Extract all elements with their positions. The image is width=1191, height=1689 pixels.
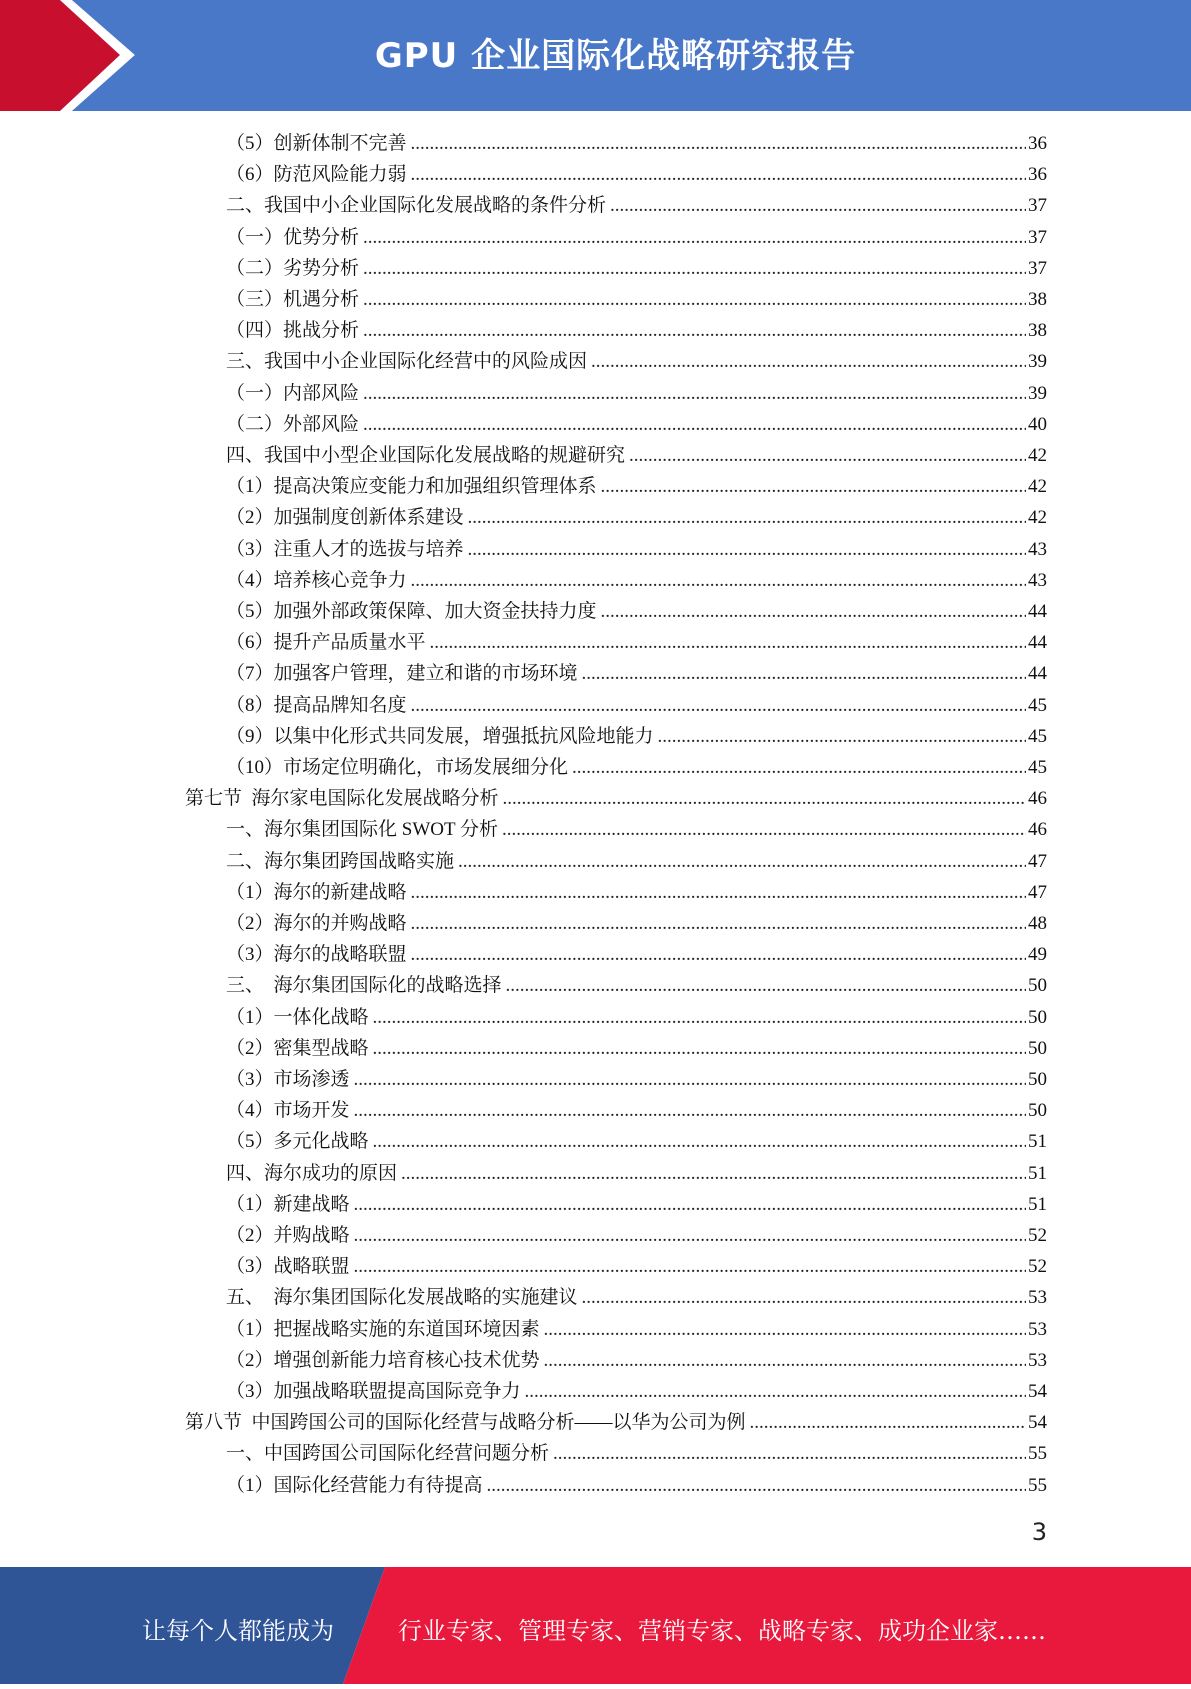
- toc-entry[interactable]: [226, 596, 1047, 627]
- toc-entry-page: 51: [1028, 1162, 1047, 1184]
- toc-entry-title: （1）把握战略实施的东道国环境因素: [226, 1318, 540, 1340]
- toc-leader-dots: [601, 471, 1026, 502]
- header-banner: [0, 0, 1191, 111]
- toc-entry-title: 第七节 海尔家电国际化发展战略分析: [185, 788, 499, 810]
- toc-leader-dots: [458, 846, 1026, 877]
- toc-entry-title: （3）战略联盟: [226, 1256, 350, 1278]
- toc-leader-dots: [658, 721, 1026, 752]
- toc-entry-title: （4）市场开发: [226, 1100, 350, 1122]
- toc-entry-page: 36: [1028, 164, 1047, 186]
- toc-entry-title: （10）市场定位明确化，市场发展细分化: [226, 757, 569, 778]
- toc-entry-title: （一）内部风险: [226, 382, 360, 404]
- toc-entry-page: 51: [1028, 1193, 1047, 1215]
- toc-entry[interactable]: [226, 1438, 1047, 1469]
- toc-entry-title: 四、我国中小型企业国际化发展战略的规避研究: [226, 445, 626, 466]
- toc-entry[interactable]: [226, 1376, 1047, 1407]
- toc-leader-dots: [354, 1095, 1026, 1126]
- toc-entry-page: 44: [1028, 632, 1047, 654]
- toc-leader-dots: [354, 1220, 1026, 1251]
- toc-leader-dots: [411, 908, 1026, 939]
- toc-entry[interactable]: [226, 1220, 1047, 1251]
- toc-entry-title: 一、中国跨国公司国际化经营问题分析: [226, 1443, 550, 1465]
- toc-entry-page: 42: [1028, 507, 1047, 529]
- toc-entry-page: 45: [1028, 694, 1047, 716]
- toc-entry[interactable]: [226, 284, 1047, 315]
- toc-leader-dots: [582, 1282, 1026, 1313]
- toc-entry[interactable]: [226, 409, 1047, 440]
- toc-entry-page: 40: [1028, 413, 1047, 435]
- toc-entry-title: （3）市场渗透: [226, 1069, 350, 1090]
- toc-entry[interactable]: [226, 534, 1047, 565]
- toc-leader-dots: [411, 939, 1026, 970]
- toc-leader-dots: [411, 565, 1026, 596]
- toc-leader-dots: [354, 1251, 1026, 1282]
- toc-leader-dots: [601, 596, 1026, 627]
- toc-entry[interactable]: [226, 1126, 1047, 1157]
- toc-entry-page: 54: [1028, 1412, 1047, 1434]
- toc-leader-dots: [582, 658, 1026, 689]
- toc-entry-page: 53: [1028, 1287, 1047, 1309]
- toc-entry-page: 39: [1028, 382, 1047, 404]
- toc-entry[interactable]: [226, 315, 1047, 346]
- toc-leader-dots: [373, 1002, 1026, 1033]
- toc-entry-page: 43: [1028, 538, 1047, 560]
- toc-leader-dots: [354, 1189, 1026, 1220]
- toc-entry-page: 55: [1028, 1474, 1047, 1496]
- toc-entry-page: 52: [1028, 1256, 1047, 1278]
- toc-entry-page: 37: [1028, 257, 1047, 279]
- toc-leader-dots: [553, 1438, 1026, 1469]
- toc-entry-title: （3）海尔的战略联盟: [226, 944, 407, 966]
- toc-entry-title: （3）注重人才的选拔与培养: [226, 538, 464, 560]
- toc-leader-dots: [487, 1470, 1026, 1501]
- toc-leader-dots: [363, 315, 1026, 346]
- toc-entry-page: 46: [1028, 788, 1047, 810]
- toc-entry[interactable]: [185, 1407, 1047, 1438]
- toc-entry[interactable]: [226, 565, 1047, 596]
- toc-leader-dots: [363, 378, 1026, 409]
- toc-entry-title: （8）提高品牌知名度: [226, 694, 407, 716]
- toc-entry[interactable]: [226, 627, 1047, 658]
- toc-entry[interactable]: [226, 658, 1047, 689]
- toc-entry-title: （2）海尔的并购战略: [226, 913, 407, 934]
- toc-leader-dots: [544, 1314, 1026, 1345]
- toc-entry-title: 三、我国中小企业国际化经营中的风险成因: [226, 351, 588, 373]
- toc-entry-title: （二）劣势分析: [226, 257, 360, 279]
- toc-leader-dots: [572, 752, 1026, 783]
- footer-slogan-right: 行业专家、管理专家、营销专家、战略专家、成功企业家……: [398, 1617, 1046, 1645]
- toc-leader-dots: [750, 1407, 1026, 1438]
- toc-leader-dots: [354, 1064, 1026, 1095]
- toc-entry-title: 第八节 中国跨国公司的国际化经营与战略分析——以华为公司为例: [185, 1412, 746, 1434]
- toc-leader-dots: [411, 128, 1026, 159]
- toc-entry-page: 47: [1028, 850, 1047, 872]
- toc-entry-page: 42: [1028, 445, 1047, 466]
- toc-leader-dots: [363, 409, 1026, 440]
- toc-leader-dots: [363, 284, 1026, 315]
- toc-entry[interactable]: [226, 378, 1047, 409]
- toc-leader-dots: [411, 690, 1026, 721]
- toc-entry[interactable]: [226, 1002, 1047, 1033]
- toc-entry[interactable]: [226, 908, 1047, 939]
- toc-entry[interactable]: [226, 159, 1047, 190]
- toc-entry-title: （2）增强创新能力培育核心技术优势: [226, 1349, 540, 1371]
- footer-slogan-left: 让每个人都能成为: [142, 1617, 334, 1645]
- toc-entry-page: 37: [1028, 226, 1047, 248]
- toc-entry-page: 45: [1028, 757, 1047, 778]
- toc-leader-dots: [591, 346, 1026, 377]
- toc-entry-title: 四、海尔成功的原因: [226, 1162, 398, 1184]
- toc-entry-title: 二、我国中小企业国际化发展战略的条件分析: [226, 195, 607, 217]
- toc-leader-dots: [629, 440, 1026, 471]
- toc-entry[interactable]: [226, 939, 1047, 970]
- toc-entry-title: （5）多元化战略: [226, 1131, 369, 1153]
- toc-leader-dots: [610, 190, 1026, 221]
- toc-entry[interactable]: [226, 190, 1047, 221]
- toc-entry[interactable]: [226, 1251, 1047, 1282]
- toc-entry-title: （三）机遇分析: [226, 289, 360, 310]
- toc-entry[interactable]: [226, 502, 1047, 533]
- toc-entry-page: 55: [1028, 1443, 1047, 1465]
- toc-entry-page: 39: [1028, 351, 1047, 373]
- toc-entry[interactable]: [226, 440, 1047, 471]
- toc-leader-dots: [544, 1345, 1026, 1376]
- toc-entry[interactable]: [226, 1158, 1047, 1189]
- toc-entry-page: 51: [1028, 1131, 1047, 1153]
- toc-leader-dots: [411, 159, 1026, 190]
- toc-entry-page: 53: [1028, 1349, 1047, 1371]
- toc-leader-dots: [401, 1158, 1026, 1189]
- toc-leader-dots: [502, 814, 1026, 845]
- toc-entry[interactable]: [226, 1314, 1047, 1345]
- toc-entry-title: （5）加强外部政策保障、加大资金扶持力度: [226, 601, 597, 622]
- toc-entry[interactable]: [226, 222, 1047, 253]
- toc-entry-page: 45: [1028, 725, 1047, 747]
- toc-entry[interactable]: [226, 1064, 1047, 1095]
- toc-entry-page: 54: [1028, 1381, 1047, 1402]
- toc-leader-dots: [373, 1033, 1026, 1064]
- toc-entry[interactable]: [226, 877, 1047, 908]
- toc-entry-page: 52: [1028, 1225, 1047, 1246]
- toc-entry-title: （1）提高决策应变能力和加强组织管理体系: [226, 476, 597, 498]
- toc-entry-title: （6）防范风险能力弱: [226, 164, 407, 186]
- toc-entry-page: 50: [1028, 1100, 1047, 1122]
- toc-entry-page: 46: [1028, 819, 1047, 841]
- toc-entry-title: （2）加强制度创新体系建设: [226, 507, 464, 529]
- report-title: GPU 企业国际化战略研究报告: [374, 36, 857, 76]
- toc-entry-title: （1）一体化战略: [226, 1006, 369, 1028]
- toc-entry-page: 50: [1028, 975, 1047, 997]
- toc-entry[interactable]: [226, 970, 1047, 1001]
- toc-entry-title: （1）国际化经营能力有待提高: [226, 1474, 483, 1496]
- toc-entry[interactable]: [226, 253, 1047, 284]
- toc-entry-title: （3）加强战略联盟提高国际竞争力: [226, 1381, 521, 1402]
- toc-entry[interactable]: [226, 690, 1047, 721]
- toc-entry-title: （5）创新体制不完善: [226, 133, 407, 154]
- toc-entry-title: （6）提升产品质量水平: [226, 632, 426, 654]
- toc-entry-page: 50: [1028, 1037, 1047, 1059]
- toc-entry[interactable]: [226, 346, 1047, 377]
- toc-entry-title: （2）并购战略: [226, 1225, 350, 1246]
- toc-entry-page: 44: [1028, 663, 1047, 685]
- toc-entry-title: （一）优势分析: [226, 226, 360, 248]
- toc-leader-dots: [468, 502, 1026, 533]
- toc-leader-dots: [363, 222, 1026, 253]
- toc-leader-dots: [468, 534, 1026, 565]
- toc-entry-title: （二）外部风险: [226, 413, 360, 435]
- toc-entry-title: （4）培养核心竞争力: [226, 569, 407, 591]
- toc-entry-page: 38: [1028, 320, 1047, 342]
- toc-entry-title: 二、海尔集团跨国战略实施: [226, 850, 455, 872]
- toc-entry[interactable]: [226, 846, 1047, 877]
- toc-leader-dots: [430, 627, 1026, 658]
- toc-entry[interactable]: [226, 752, 1047, 783]
- toc-entry[interactable]: [226, 1345, 1047, 1376]
- toc-entry-title: 三、 海尔集团国际化的战略选择: [226, 975, 502, 997]
- toc-leader-dots: [373, 1126, 1026, 1157]
- page-number: 3: [1031, 1518, 1047, 1546]
- toc-leader-dots: [525, 1376, 1026, 1407]
- toc-entry[interactable]: [185, 783, 1047, 814]
- toc-entry-page: 42: [1028, 476, 1047, 498]
- toc-entry-title: （四）挑战分析: [226, 320, 360, 342]
- toc-entry-title: （1）新建战略: [226, 1193, 350, 1215]
- toc-leader-dots: [363, 253, 1026, 284]
- toc-entry-page: 53: [1028, 1318, 1047, 1340]
- toc-entry-page: 37: [1028, 195, 1047, 217]
- toc-leader-dots: [503, 783, 1026, 814]
- toc-entry[interactable]: [226, 1470, 1047, 1501]
- toc-entry[interactable]: [226, 128, 1047, 159]
- toc-entry-page: 47: [1028, 881, 1047, 903]
- toc-entry-page: 50: [1028, 1069, 1047, 1090]
- toc-entry-title: （2）密集型战略: [226, 1037, 369, 1059]
- toc-entry-page: 43: [1028, 569, 1047, 591]
- toc-entry[interactable]: [226, 814, 1047, 845]
- toc-leader-dots: [411, 877, 1026, 908]
- toc-entry-page: 48: [1028, 913, 1047, 934]
- toc-entry[interactable]: [226, 471, 1047, 502]
- toc-entry[interactable]: [226, 721, 1047, 752]
- toc-entry-title: 五、 海尔集团国际化发展战略的实施建议: [226, 1287, 578, 1309]
- toc-entry-title: 一、海尔集团国际化 SWOT 分析: [226, 819, 498, 841]
- toc-entry[interactable]: [226, 1282, 1047, 1313]
- toc-entry-page: 36: [1028, 133, 1047, 154]
- toc-entry-title: （9）以集中化形式共同发展，增强抵抗风险地能力: [226, 725, 654, 747]
- toc-entry[interactable]: [226, 1189, 1047, 1220]
- toc-entry-title: （7）加强客户管理，建立和谐的市场环境: [226, 663, 578, 685]
- toc-entry[interactable]: [226, 1095, 1047, 1126]
- toc-entry[interactable]: [226, 1033, 1047, 1064]
- toc-entry-page: 49: [1028, 944, 1047, 966]
- toc-entry-page: 50: [1028, 1006, 1047, 1028]
- toc-entry-page: 44: [1028, 601, 1047, 622]
- toc-entry-title: （1）海尔的新建战略: [226, 881, 407, 903]
- toc-leader-dots: [506, 970, 1026, 1001]
- toc-entry-page: 38: [1028, 289, 1047, 310]
